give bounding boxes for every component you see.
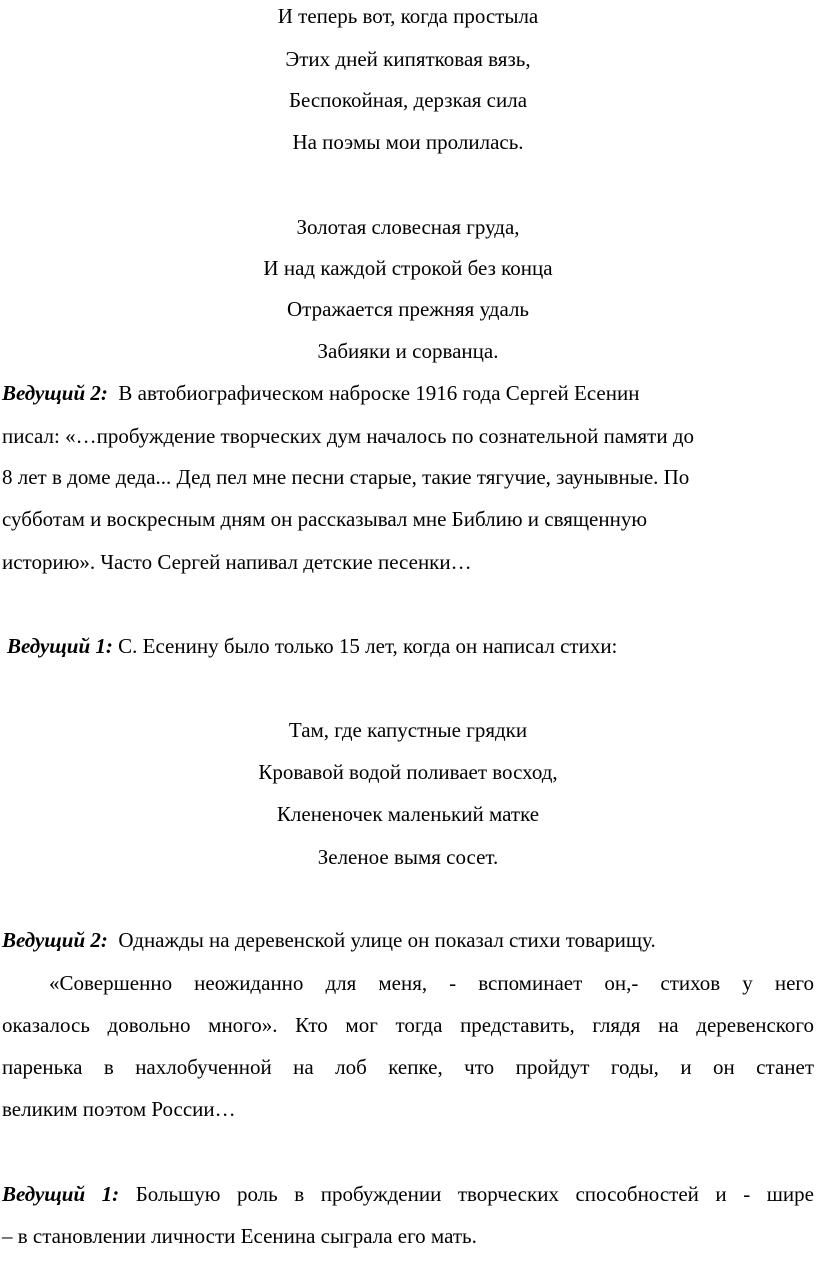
poem-line: Там, где капустные грядки [288, 718, 528, 742]
paragraph-line: оказалось довольно много». Кто мог тогда представить, глядя на деревенского [2, 1013, 814, 1037]
paragraph-line [7, 634, 617, 659]
speaker-label: Ведущий 2: [2, 928, 108, 952]
paragraph-line: субботам и воскресным дням он рассказывал мне Библию и священную [2, 507, 648, 531]
poem-line: Отражается прежняя удаль [286, 297, 530, 321]
speaker-label: Ведущий 2: [2, 381, 108, 405]
poem-line: Забияки и сорванца. [317, 339, 499, 363]
paragraph-line: – в становлении личности Есенина сыграла его мать. [2, 1224, 477, 1248]
paragraph-line [2, 381, 639, 406]
paragraph-line: паренька в нахлобученной на лоб кепке, что пройдут годы, и он станет [2, 1055, 814, 1079]
paragraph-text: В автобиографическом наброске 1916 года Сергей Есенин [118, 381, 640, 405]
paragraph-line [2, 928, 656, 953]
poem-line: И над каждой строкой без конца [263, 256, 553, 280]
paragraph-text: Однажды на деревенской улице он показал стихи товарищу. [118, 928, 656, 952]
paragraph-line: великим поэтом России… [2, 1097, 236, 1121]
paragraph-line: историю». Часто Сергей напивал детские песенки… [2, 550, 472, 574]
poem-line: И теперь вот, когда простыла [277, 4, 539, 28]
paragraph-line: 8 лет в доме деда... Дед пел мне песни старые, такие тягучие, заунывные. По [2, 465, 690, 489]
speaker-label: Ведущий 1: [7, 634, 113, 658]
speaker-label: Ведущий 1: [2, 1182, 120, 1206]
poem-line: На поэмы мои пролилась. [292, 130, 524, 154]
paragraph-text: Большую роль в пробуждении творческих способностей и - шире [135, 1182, 814, 1206]
paragraph-line: писал: «…пробуждение творческих дум началось по сознательной памяти до [2, 424, 695, 448]
poem-line: Кровавой водой поливает восход, [258, 760, 558, 784]
paragraph-line [2, 1182, 814, 1207]
poem-line: Золотая словесная груда, [296, 215, 520, 239]
poem-line: Клененочек маленький матке [276, 802, 540, 826]
poem-line: Беспокойная, дерзкая сила [288, 88, 528, 112]
poem-line: Зеленое вымя сосет. [317, 845, 499, 869]
paragraph-line: «Совершенно неожиданно для меня, - вспоминает он,- стихов у него [49, 971, 814, 995]
paragraph-text: С. Есенину было только 15 лет, когда он написал стихи: [118, 634, 618, 658]
poem-line: Этих дней кипятковая вязь, [285, 47, 531, 71]
